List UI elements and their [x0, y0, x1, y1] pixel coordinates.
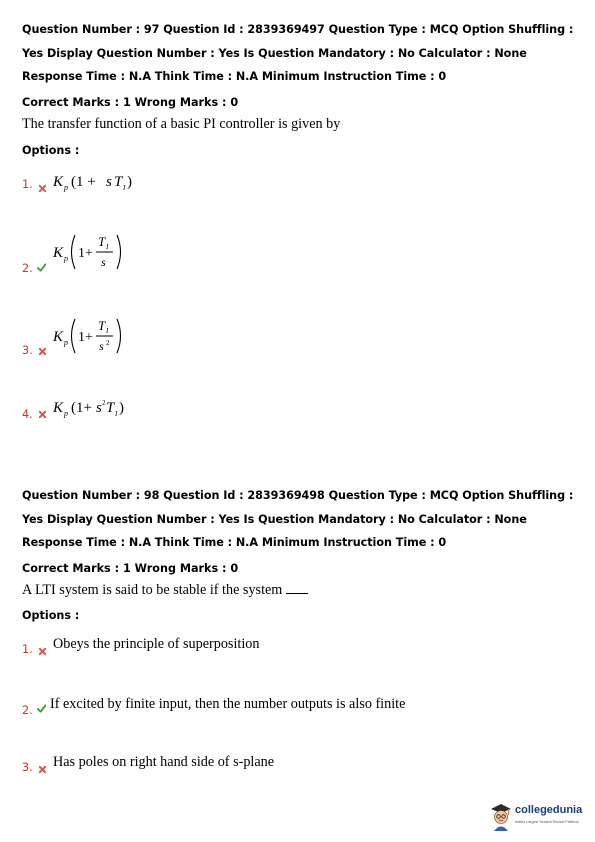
- formula-open: (1 +: [71, 174, 96, 190]
- formula-one-plus: 1+: [78, 246, 93, 261]
- formula-exponent-2: 2: [106, 339, 110, 347]
- formula-k: K: [53, 329, 64, 345]
- formula-close: ): [119, 400, 124, 416]
- q98-option-3-text: Has poles on right hand side of s-plane: [53, 754, 275, 770]
- formula-s: s: [106, 174, 112, 190]
- brand-tagline: India's Largest Student Review Platform: [515, 820, 579, 824]
- formula-left-paren: [72, 319, 76, 353]
- collegedunia-logo: [489, 800, 594, 834]
- question-98-options-label: Options :: [22, 609, 80, 622]
- formula-open: (1+: [71, 400, 92, 416]
- q98-option-3-number: 3.: [22, 761, 33, 774]
- formula-k: K: [53, 245, 64, 261]
- question-97-stem: The transfer function of a basic PI controller is given by: [22, 116, 341, 132]
- q97-option-4-number: 4.: [22, 408, 33, 421]
- brand-name: collegedunia: [515, 804, 583, 816]
- q98-option-2-number: 2.: [22, 704, 33, 717]
- formula-exponent-2: 2: [102, 399, 106, 407]
- q98-option-2-text: If excited by finite input, then the number outputs is also finite: [50, 696, 406, 712]
- correct-check-icon: [37, 263, 46, 272]
- formula-right-paren: [117, 319, 121, 353]
- formula-right-paren: [117, 235, 121, 269]
- question-97-meta: Question Number : 97 Question Id : 2839369497 Question Type : MCQ Option Shuffling : Yes Display Question Number : Yes Is Question Mandatory : No Calculator : None Response Time : N.A Think Time : N.A Minimum Instruction Time : 0: [22, 23, 574, 83]
- formula-one-plus: 1+: [78, 330, 93, 345]
- formula-k: K: [53, 400, 64, 416]
- formula-sub-p: p: [64, 183, 68, 192]
- formula-s: s: [101, 255, 106, 269]
- correct-check-icon: [37, 704, 46, 713]
- wrong-mark-icon: [38, 184, 47, 193]
- formula-sub-i: I: [115, 410, 118, 418]
- q97-option-3-formula: [53, 312, 133, 366]
- wrong-mark-icon: [38, 765, 47, 774]
- formula-sub-i: I: [106, 327, 109, 335]
- wrong-mark-icon: [38, 347, 47, 356]
- q98-option-1-number: 1.: [22, 643, 33, 656]
- question-97-marks: Correct Marks : 1 Wrong Marks : 0: [22, 96, 239, 109]
- q98-option-1-text: Obeys the principle of superposition: [53, 636, 260, 652]
- question-98-marks: Correct Marks : 1 Wrong Marks : 0: [22, 562, 239, 575]
- formula-sub-p: p: [64, 338, 68, 347]
- question-98-meta: Question Number : 98 Question Id : 2839369498 Question Type : MCQ Option Shuffling : Yes Display Question Number : Yes Is Question Mandatory : No Calculator : None Response Time : N.A Think Time : N.A Minimum Instruction Time : 0: [22, 489, 574, 549]
- wrong-mark-icon: [38, 647, 47, 656]
- formula-t: T: [98, 234, 106, 249]
- q97-option-4-formula: [53, 396, 143, 426]
- formula-t: T: [114, 174, 123, 190]
- question-97-options-label: Options :: [22, 144, 80, 157]
- q97-option-3-number: 3.: [22, 344, 33, 357]
- formula-k: K: [53, 174, 64, 190]
- q97-option-2-number: 2.: [22, 262, 33, 275]
- formula-close: ): [127, 174, 132, 190]
- graduate-mascot-icon: [489, 802, 513, 832]
- q97-option-2-formula: [53, 228, 133, 282]
- wrong-mark-icon: [38, 410, 47, 419]
- formula-sub-i: I: [123, 184, 126, 192]
- formula-t: T: [106, 400, 115, 416]
- question-98-stem-text: A LTI system is said to be stable if the system: [22, 582, 283, 598]
- q97-option-1-number: 1.: [22, 178, 33, 191]
- formula-left-paren: [72, 235, 76, 269]
- question-98-stem: [22, 582, 308, 599]
- q97-option-1-formula: [53, 170, 143, 198]
- formula-s: s: [96, 400, 102, 416]
- formula-sub-i: I: [106, 243, 109, 251]
- formula-s: s: [99, 339, 104, 353]
- formula-sub-p: p: [64, 254, 68, 263]
- formula-sub-p: p: [64, 409, 68, 418]
- formula-t: T: [98, 318, 106, 333]
- answer-blank: [286, 583, 308, 594]
